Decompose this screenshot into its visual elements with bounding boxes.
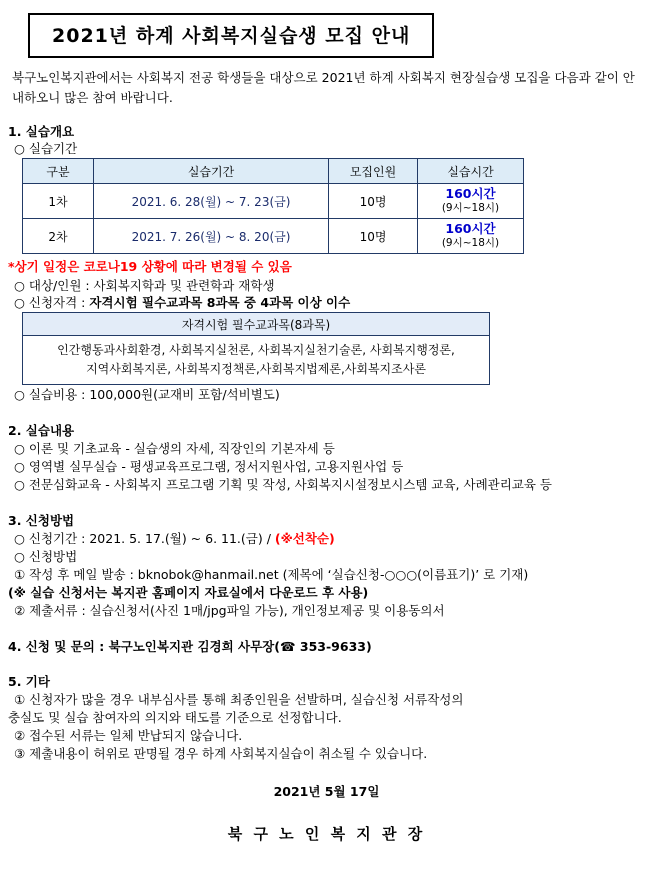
apply-step-1: ① 작성 후 메일 발송 : bknobok@hanmail.net (제목에 ‘실습신청-○○○(이름표기)’ 로 기재)	[14, 567, 529, 582]
label-practice-period: ○ 실습기간	[14, 141, 78, 156]
cell-hours	[418, 219, 524, 254]
content-item-3: ○ 전문심화교육 - 사회복지 프로그램 기획 및 작성, 사회복지시설정보시스템 교육, 사례관리교육 등	[14, 477, 552, 492]
document-date: 2021년 5월 17일	[273, 784, 380, 799]
apply-form-note: (※ 실습 신청서는 복지관 홈페이지 자료실에서 다운로드 후 사용)	[8, 585, 369, 600]
cell-required-subjects	[23, 336, 490, 385]
subjects-line-2: 지역사회복지론, 사회복지정책론,사회복지법제론,사회복지조사론	[86, 362, 426, 376]
table-row	[23, 219, 524, 254]
cell-division: 2차	[23, 219, 94, 254]
apply-period-prefix: ○ 신청기간 : 2021. 5. 17.(월) ~ 6. 11.(금) /	[14, 531, 275, 546]
cell-hours-sub: (9시~18시)	[441, 202, 500, 214]
section-heading-apply: 3. 신청방법	[8, 513, 75, 528]
target-audience-line: ○ 대상/인원 : 사회복지학과 및 관련학과 재학생	[14, 278, 275, 293]
intro-paragraph: 북구노인복지관에서는 사회복지 전공 학생들을 대상으로 2021년 하계 사회복지 현장실습생 모집을 다음과 같이 안내하오니 많은 참여 바랍니다.	[12, 70, 635, 105]
table-row	[23, 184, 524, 219]
document-signature: 북 구 노 인 복 지 관 장	[227, 825, 426, 843]
section-heading-overview: 1. 실습개요	[8, 124, 75, 139]
practice-schedule-table	[22, 158, 524, 254]
apply-step-2: ② 제출서류 : 실습신청서(사진 1매/jpg파일 가능), 개인정보제공 및 이용동의서	[14, 603, 445, 618]
content-item-1: ○ 이론 및 기초교육 - 실습생의 자세, 직장인의 기본자세 등	[14, 441, 335, 456]
etc-item-2: ② 접수된 서류는 일체 반납되지 않습니다.	[14, 728, 243, 743]
etc-item-1: ① 신청자가 많을 경우 내부심사를 통해 최종인원을 선발하며, 실습신청 서류작성의	[14, 692, 464, 707]
th-required-subjects: 자격시험 필수교과목(8과목)	[23, 313, 490, 336]
apply-method-label: ○ 신청방법	[14, 549, 78, 564]
apply-period-line	[14, 530, 335, 548]
document-title-box	[28, 13, 434, 58]
qualification-bold: 자격시험 필수교과목 8과목 중 4과목 이상 이수	[89, 295, 351, 310]
cell-hours-sub: (9시~18시)	[441, 237, 500, 249]
page-title: 2021년 하계 사회복지실습생 모집 안내	[52, 25, 411, 47]
th-division: 구분	[23, 159, 94, 184]
cell-quota: 10명	[329, 219, 418, 254]
contact-prefix: 4. 신청 및 문의 : 북구노인복지관 김경희 사무장(	[8, 639, 280, 654]
table-header-row	[23, 159, 524, 184]
cell-period: 2021. 7. 26(월) ~ 8. 20(금)	[94, 219, 329, 254]
th-hours: 실습시간	[418, 159, 524, 184]
subjects-body-row	[23, 336, 490, 385]
qualification-prefix: ○ 신청자격 :	[14, 295, 90, 310]
th-period: 실습기간	[94, 159, 329, 184]
qualification-line	[14, 294, 350, 312]
schedule-change-notice: *상기 일정은 코로나19 상황에 따라 변경될 수 있음	[8, 259, 292, 274]
cell-hours-main: 160시간	[445, 186, 496, 201]
cell-quota: 10명	[329, 184, 418, 219]
practice-cost-line: ○ 실습비용 : 100,000원(교재비 포함/석비별도)	[14, 387, 280, 402]
cell-hours-main: 160시간	[445, 221, 496, 236]
cell-hours	[418, 184, 524, 219]
subjects-line-1: 인간행동과사회환경, 사회복지실천론, 사회복지실천기술론, 사회복지행정론,	[57, 343, 455, 357]
apply-period-highlight: (※선착순)	[274, 531, 335, 546]
th-quota: 모집인원	[329, 159, 418, 184]
section-heading-etc: 5. 기타	[8, 674, 50, 689]
section-heading-content: 2. 실습내용	[8, 423, 75, 438]
section-heading-contact	[8, 637, 372, 655]
etc-item-1-cont: 충실도 및 실습 참여자의 의지와 태도를 기준으로 선정합니다.	[8, 710, 342, 725]
etc-item-3: ③ 제출내용이 허위로 판명될 경우 하계 사회복지실습이 취소될 수 있습니다.	[14, 746, 428, 761]
cell-division: 1차	[23, 184, 94, 219]
content-item-2: ○ 영역별 실무실습 - 평생교육프로그램, 정서지원사업, 고용지원사업 등	[14, 459, 404, 474]
contact-phone: ☎ 353-9633)	[279, 639, 372, 654]
required-subjects-table	[22, 312, 490, 385]
cell-period: 2021. 6. 28(월) ~ 7. 23(금)	[94, 184, 329, 219]
subjects-header-row	[23, 313, 490, 336]
